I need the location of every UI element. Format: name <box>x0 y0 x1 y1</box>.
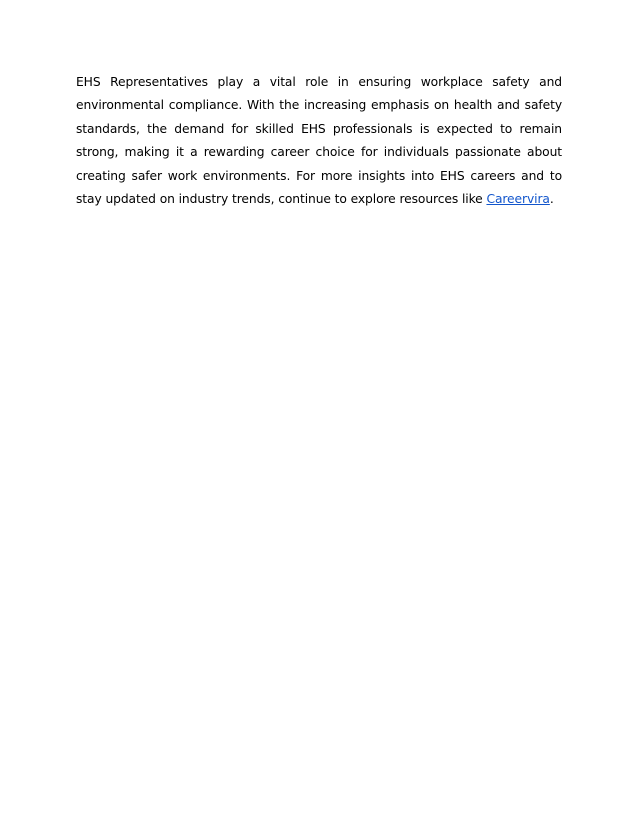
paragraph-text: EHS Representatives play a vital role in ensuring workplace safety and environmental compliance. With the increasing emphasis on health and safety standards, the demand for skilled EHS professionals is expected to remain strong, making it a rewarding career choice for individuals passionate about creating safer work environments. For more insights into EHS careers and to stay updated on industry trends, continue to explore resources like <box>76 75 562 207</box>
careervira-link[interactable]: Careervira <box>486 192 550 207</box>
body-paragraph <box>76 71 562 211</box>
paragraph-period: . <box>549 192 554 207</box>
